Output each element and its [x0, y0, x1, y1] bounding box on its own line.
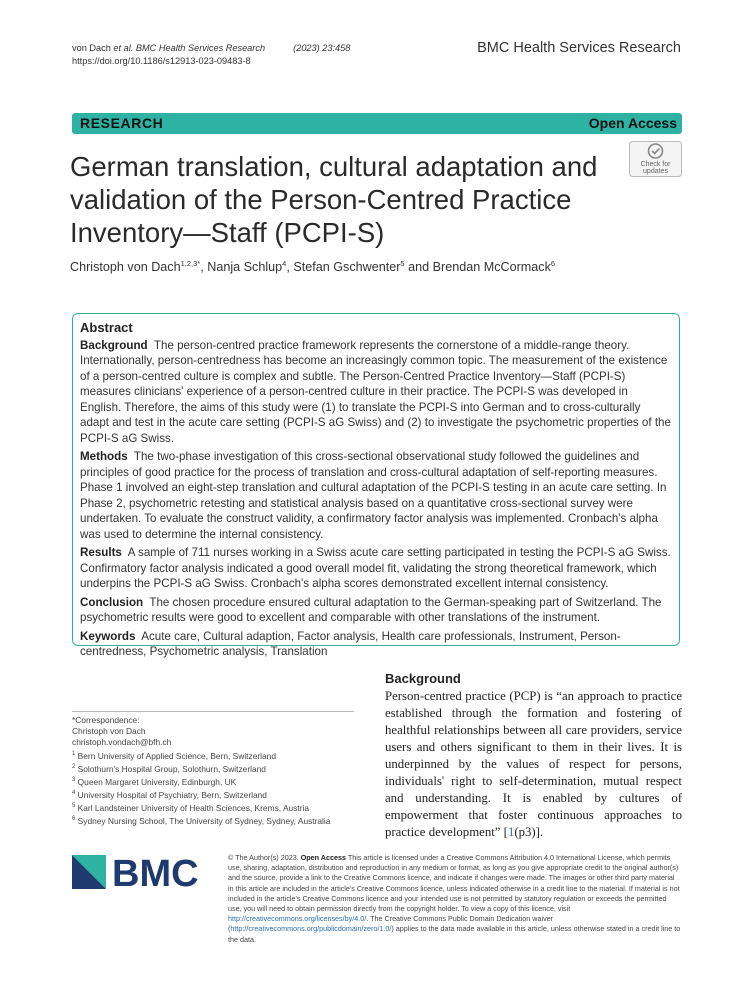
abstract-section: [80, 545, 672, 592]
abstract-label: Results: [80, 546, 122, 559]
abstract-label: Background: [80, 338, 148, 352]
article-title: German translation, cultural adaptation and validation of the Person-Centred Practice Inventory—Staff (PCPI-S): [70, 151, 598, 248]
author-affiliation: 5: [400, 259, 405, 268]
badge-line1: Check for: [640, 161, 671, 168]
logo-text: BMC: [112, 855, 199, 889]
author-affiliation: 4: [282, 259, 287, 268]
cc-by-link[interactable]: http://creativecommons.org/licenses/by/4.0/: [228, 914, 367, 924]
check-for-updates-icon[interactable]: [629, 141, 682, 177]
open-access-label: Open Access: [588, 115, 677, 131]
doi-link[interactable]: https://doi.org/10.1186/s12913-023-09483-8: [72, 56, 251, 66]
running-header: [72, 42, 350, 68]
correspondence-label: *Correspondence:: [72, 715, 140, 725]
abstract-section: [80, 629, 672, 660]
affiliation-item: $^4$ University Hospital of Psychiatry, Bern, Switzerland: [72, 789, 267, 800]
abstract-text: The two-phase investigation of this cross-sectional observational study followed the guidelines and principles of good practice for the process of translation and cross-cultural adaptation of self-reporting measures. Phase 1 involved an eight-step translation and cultural adaptation of the PCPI-S testing in an acute care setting. In Phase 2, psychometric retesting and statistical analysis based on a quantitative cross-sectional survey were undertaken. To evaluate the construct validity, a confirmatory factor analysis was implemented. Cronbach's alpha was used to determine the internal consistency.: [80, 450, 667, 541]
body-paragraph: Person-centred practice (PCP) is “an approach to practice established through the formation and fostering of healthful relationships between all care providers, service users and others significant to them in their lives. It is underpinned by the values of respect for persons, individuals' right to self-determination, mutual respect and understanding. It is enabled by cultures of empowerment that foster continuous approaches to practice development” [1(p3)].: [385, 689, 682, 839]
author-name[interactable]: Christoph von Dach: [70, 260, 181, 275]
bmc-logo-icon: [72, 855, 212, 889]
abstract-text: Acute care, Cultural adaption, Factor analysis, Health care professionals, Instrument, Person-centredness, Psychometric analysis, Translation: [80, 629, 621, 658]
author-separator: and: [404, 260, 433, 275]
correspondence-email[interactable]: christoph.vondach@bfh.ch: [72, 737, 172, 748]
author-name[interactable]: Stefan Gschwenter: [293, 260, 401, 275]
author-name[interactable]: Nanja Schlup: [207, 260, 283, 275]
abstract-label: Conclusion: [80, 595, 144, 609]
license-open-access: Open Access: [300, 853, 346, 862]
author-separator: ,: [286, 260, 294, 275]
license-statement: © The Author(s) 2023. Open Access This article is licensed under a Creative Commons Attribution 4.0 International License, which permits use, sharing, adaptation, distribution and reproduction in any medium or format, as long as you give appropriate credit to the original author(s) and the source, provide a link to the Creative Commons licence, and indicate if changes were made. The images or other third party material in this article are included in the article's Creative Commons licence, unless indicated otherwise in a credit line to the material. If material is not included in the article's Creative Commons licence and your intended use is not permitted by statutory regulation or exceeds the permitted use, you will need to obtain permission directly from the copyright holder. To view a copy of this licence, visit http://creativecommons.org/licenses/by/4.0/. The Creative Commons Public Domain Dedication waiver (http://creativecommons.org/publicdomain/zero/1.0/) applies to the data made available in this article, unless otherwise stated in a credit line to the data.: [228, 853, 681, 944]
abstract-section: [80, 595, 672, 626]
affiliation-item: $^2$ Solothurn's Hospital Group, Solothurn, Switzerland: [72, 763, 266, 774]
correspondence-name: Christoph von Dach: [72, 726, 146, 737]
header-year-volume: (2023) 23:458: [293, 43, 351, 53]
abstract-section: [80, 449, 672, 542]
author-list: [70, 259, 555, 274]
abstract-text: The chosen procedure ensured cultural adaptation to the German-speaking part of Switzerland. The psychometric results were good to excellent and comparable with other translations of the instrument.: [80, 595, 662, 624]
body-heading: Background: [385, 671, 461, 686]
author-name[interactable]: Brendan McCormack: [432, 260, 551, 275]
abstract-label: Methods: [80, 450, 128, 463]
affiliation-item: $^5$ Karl Landsteiner University of Health Sciences, Krems, Austria: [72, 802, 310, 813]
header-etal: et al.: [113, 43, 134, 53]
author-affiliation: 6: [550, 259, 556, 268]
author-separator: ,: [200, 260, 208, 275]
journal-name: BMC Health Services Research: [477, 40, 681, 56]
affiliation-item: $^6$ Sydney Nursing School, The University of Sydney, Sydney, Australia: [72, 815, 331, 826]
affiliation-item: $^1$ Bern University of Applied Science, Bern, Switzerland: [72, 750, 276, 761]
abstract-label: Keywords: [80, 629, 136, 643]
abstract: [80, 320, 672, 663]
badge-line2: updates: [643, 168, 668, 175]
abstract-section: [80, 338, 672, 447]
article-type: RESEARCH: [80, 115, 164, 131]
footnote-divider: [72, 711, 354, 712]
cc-zero-link[interactable]: http://creativecommons.org/publicdomain/zero/1.0/: [230, 924, 392, 934]
header-journal-short: BMC Health Services Research: [135, 43, 266, 53]
header-author: von Dach: [72, 43, 111, 53]
citation-link[interactable]: 1: [507, 825, 515, 839]
abstract-text: The person-centred practice framework represents the cornerstone of a middle-range theory. Internationally, person-centredness has become an increasingly common topic. The measurement of the existence of a person-centred culture is complex and subtle. The Person-Centred Practice Inventory—Staff (PCPI-S) measures clinicians' experience of a person-centred culture in their practice. The PCPI-S was developed in English. Therefore, the aims of this study were (1) to translate the PCPI-S into German and to cross-culturally adapt and test in the acute care setting (PCPI-S aG Swiss) and (2) to investigate the psychometric properties of the PCPI-S aG Swiss.: [80, 338, 671, 445]
affiliation-item: $^3$ Queen Margaret University, Edinburgh, UK: [72, 776, 237, 787]
correspondence-block: [72, 715, 362, 827]
body-column: [385, 670, 682, 841]
abstract-heading: Abstract: [80, 320, 133, 335]
abstract-text: A sample of 711 nurses working in a Swiss acute care setting participated in testing the PCPI-S aG Swiss. Confirmatory factor analysis indicated a good overall model fit, validating the strong theoretical framework, which underpins the PCPI-S aG Swiss. Cronbach's alpha scores demonstrated excellent internal consistency.: [80, 546, 671, 590]
author-affiliation: 1,2,3*: [180, 259, 201, 268]
